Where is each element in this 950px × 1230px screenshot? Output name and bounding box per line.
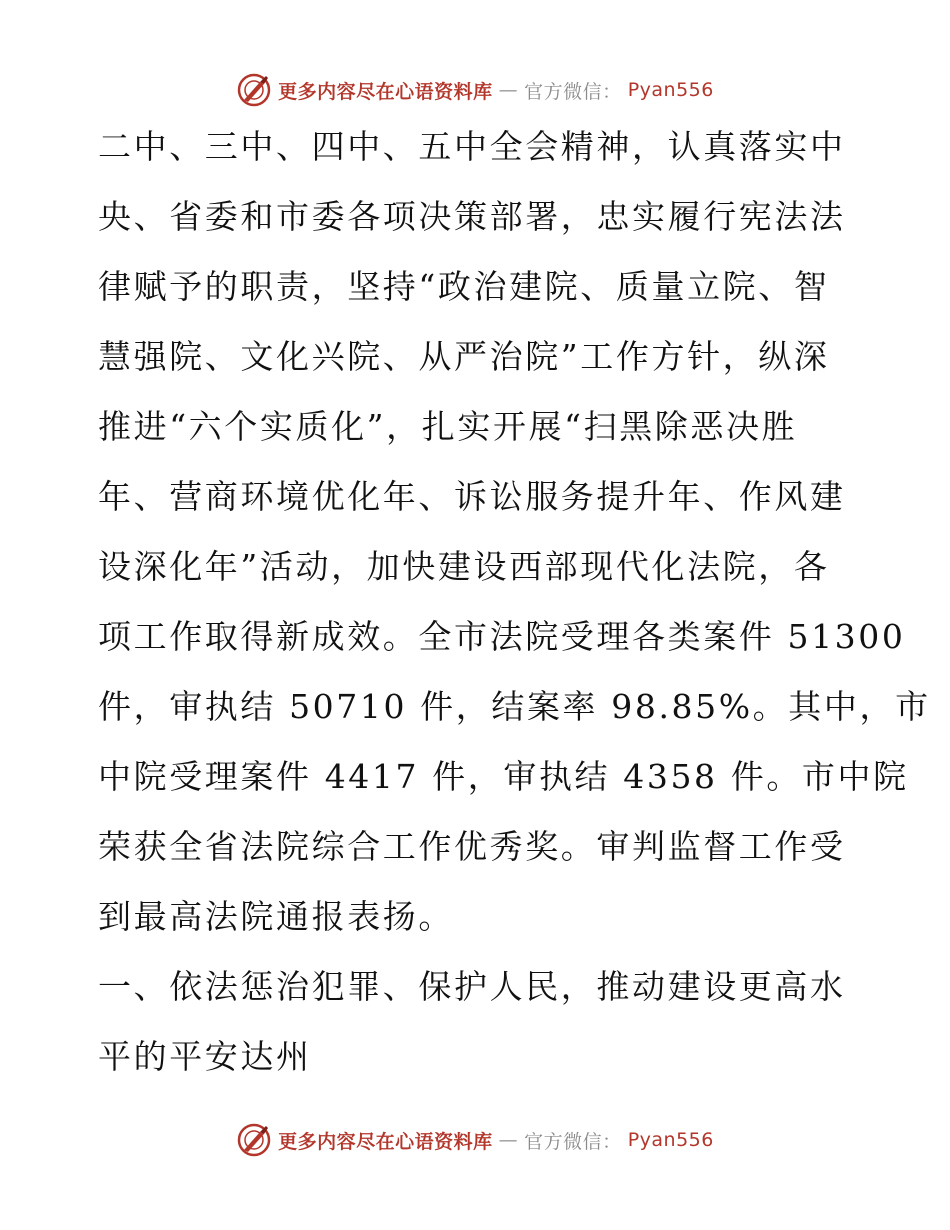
text-line: 央、省委和市委各项决策部署，忠实履行宪法法 xyxy=(98,197,846,236)
banner-site-text: 更多内容尽在心语资料库 xyxy=(278,1130,493,1153)
heading-line: 平的平安达州 xyxy=(98,1037,312,1076)
text-line: 项工作取得新成效。全市法院受理各类案件 51300 xyxy=(98,617,906,656)
text-line: 到最高法院通报表扬。 xyxy=(98,897,454,936)
banner-wechat-label: 官方微信： xyxy=(524,1130,622,1153)
banner-dash: — xyxy=(498,1129,519,1151)
paragraph-intro xyxy=(98,122,931,962)
text-line: 二中、三中、四中、五中全会精神，认真落实中 xyxy=(98,127,846,166)
pen-logo-icon xyxy=(236,1122,272,1158)
text-line: 律赋予的职责，坚持“政治建院、质量立院、智 xyxy=(98,267,830,306)
text-line: 推进“六个实质化”，扎实开展“扫黑除恶决胜 xyxy=(98,407,798,446)
pen-logo-icon xyxy=(236,72,272,108)
document-body xyxy=(98,122,931,1102)
banner-wechat-id: Pyan556 xyxy=(627,1129,714,1151)
banner-wechat-id: Pyan556 xyxy=(627,79,714,101)
banner-wechat-label: 官方微信： xyxy=(524,80,622,103)
section-heading-1 xyxy=(98,962,858,1102)
text-line: 件，审执结 50710 件，结案率 98.85%。其中，市 xyxy=(98,687,931,726)
banner-site-text: 更多内容尽在心语资料库 xyxy=(278,80,493,103)
text-line: 设深化年”活动，加快建设西部现代化法院，各 xyxy=(98,547,830,586)
footer-banner xyxy=(0,1120,950,1160)
text-line: 年、营商环境优化年、诉讼服务提升年、作风建 xyxy=(98,477,846,516)
header-banner xyxy=(0,70,950,110)
text-line: 慧强院、文化兴院、从严治院”工作方针，纵深 xyxy=(98,337,830,376)
banner-dash: — xyxy=(498,79,519,101)
heading-line: 一、依法惩治犯罪、保护人民，推动建设更高水 xyxy=(98,967,846,1006)
text-line: 荣获全省法院综合工作优秀奖。审判监督工作受 xyxy=(98,827,846,866)
text-line: 中院受理案件 4417 件，审执结 4358 件。市中院 xyxy=(98,757,909,796)
